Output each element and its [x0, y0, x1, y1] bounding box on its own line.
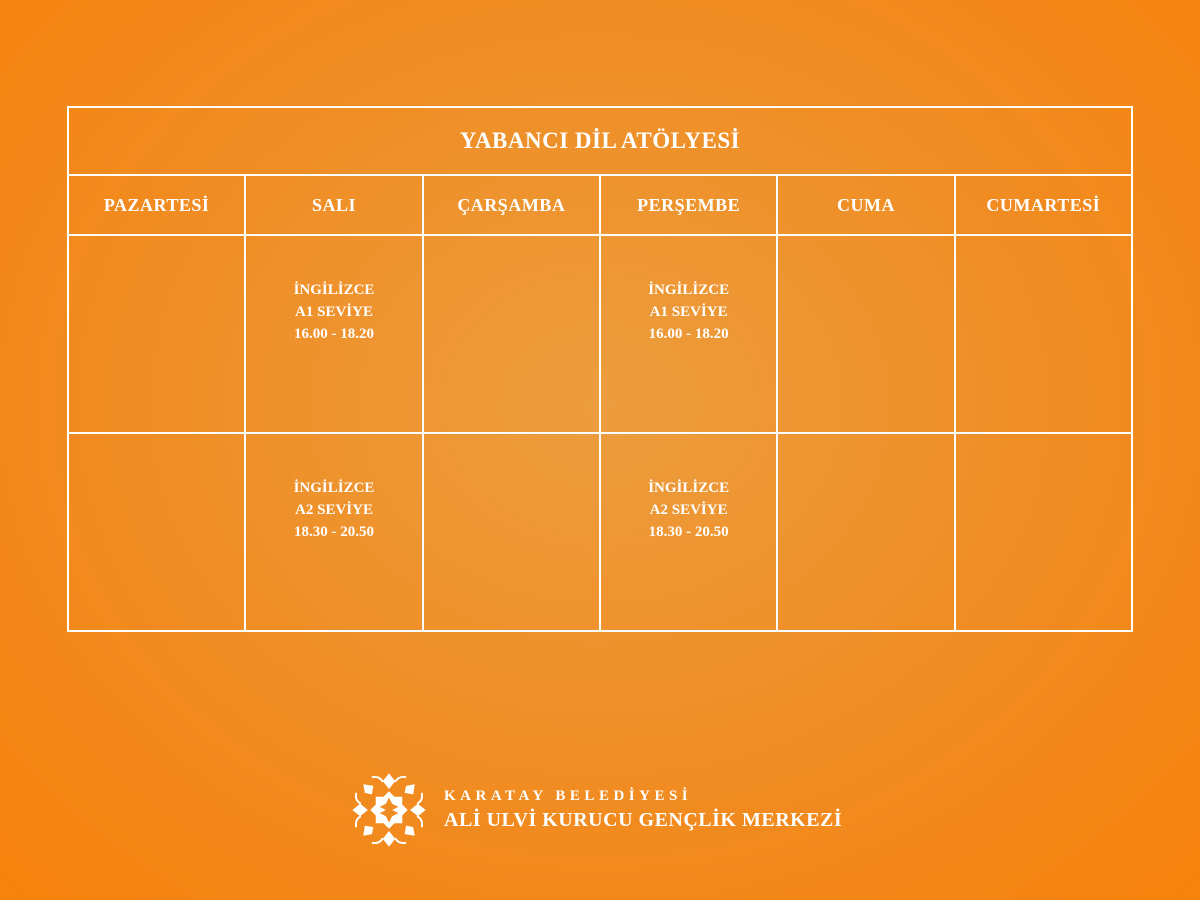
schedule-cell-friday-2: [777, 433, 954, 631]
schedule-cell-tuesday-1: [245, 235, 422, 433]
day-header-monday: PAZARTESİ: [68, 175, 245, 235]
course-level: A1 SEVİYE: [649, 304, 728, 320]
schedule-title: YABANCI DİL ATÖLYESİ: [68, 107, 1132, 175]
center-name: ALİ ULVİ KURUCU GENÇLİK MERKEZİ: [444, 809, 843, 831]
schedule-table: [67, 106, 1133, 632]
course-name: İNGİLİZCE: [293, 282, 375, 298]
course-level: A2 SEVİYE: [295, 502, 373, 518]
course-name: İNGİLİZCE: [293, 480, 375, 496]
schedule-cell-saturday-2: [955, 433, 1132, 631]
course-time: 16.00 - 18.20: [293, 326, 374, 342]
schedule-cell-monday-1: [68, 235, 245, 433]
day-header-thursday: PERŞEMBE: [600, 175, 777, 235]
schedule-cell-thursday-2: [600, 433, 777, 631]
footer-branding: [350, 770, 842, 850]
course-level: A2 SEVİYE: [649, 502, 728, 518]
schedule-cell-thursday-1: [600, 235, 777, 433]
day-header-row: [68, 175, 1132, 235]
organization-name: KARATAY BELEDİYESİ: [444, 788, 693, 804]
day-header-wednesday: ÇARŞAMBA: [423, 175, 600, 235]
schedule-row: [68, 433, 1132, 631]
schedule-row: [68, 235, 1132, 433]
schedule-cell-tuesday-2: [245, 433, 422, 631]
karatay-belediyesi-logo-icon: [350, 771, 428, 849]
course-level: A1 SEVİYE: [295, 304, 373, 320]
schedule-cell-wednesday-1: [423, 235, 600, 433]
schedule-cell-wednesday-2: [423, 433, 600, 631]
schedule-cell-monday-2: [68, 433, 245, 631]
course-name: İNGİLİZCE: [648, 480, 730, 496]
day-header-saturday: CUMARTESİ: [955, 175, 1132, 235]
course-name: İNGİLİZCE: [648, 282, 730, 298]
day-header-friday: CUMA: [777, 175, 954, 235]
course-time: 18.30 - 20.50: [293, 524, 374, 540]
schedule-cell-saturday-1: [955, 235, 1132, 433]
course-time: 16.00 - 18.20: [648, 326, 729, 342]
course-time: 18.30 - 20.50: [648, 524, 729, 540]
schedule-cell-friday-1: [777, 235, 954, 433]
day-header-tuesday: SALI: [245, 175, 422, 235]
